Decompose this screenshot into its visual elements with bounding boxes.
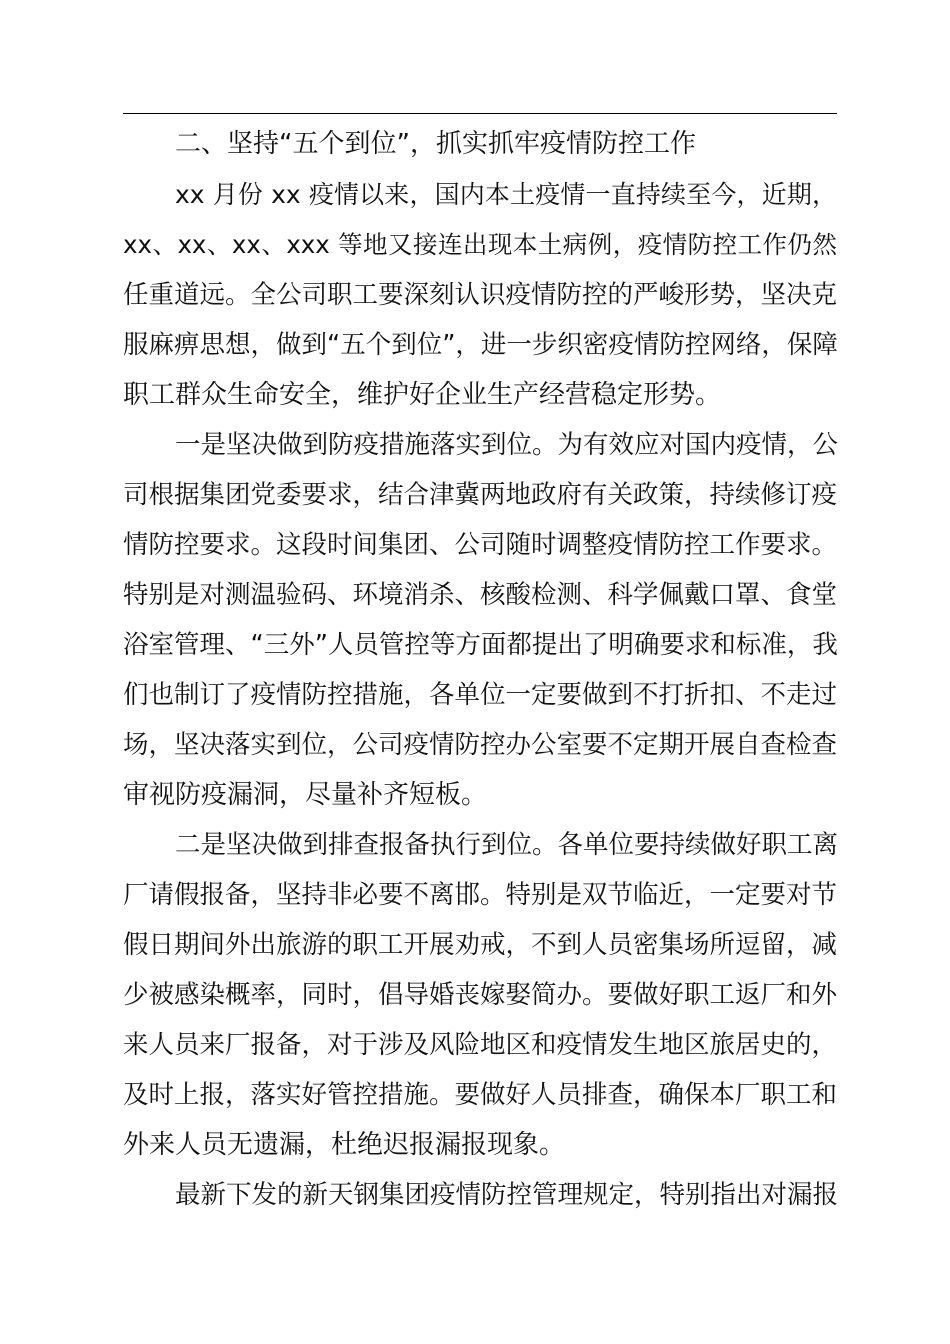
paragraph-line: 假日期间外出旅游的职工开展劝戒，不到人员密集场所逗留，减 <box>123 930 838 960</box>
paragraph-line: 一是坚决做到防疫措施落实到位。为有效应对国内疫情，公 <box>175 430 839 460</box>
paragraph-line: 审视防疫漏洞，尽量补齐短板。 <box>123 780 488 810</box>
paragraph-line: 少被感染概率，同时，倡导婚丧嫁娶简办。要做好职工返厂和外 <box>123 980 838 1010</box>
paragraph-line: 外来人员无遗漏，杜绝迟报漏报现象。 <box>123 1130 566 1160</box>
section-heading: 二、坚持“五个到位”，抓实抓牢疫情防控工作 <box>175 129 696 159</box>
paragraph-line: 场，坚决落实到位，公司疫情防控办公室要不定期开展自查检查 <box>123 730 838 760</box>
paragraph-line: 服麻痹思想，做到“五个到位”，进一步织密疫情防控网络，保障 <box>123 330 838 360</box>
paragraph-line: 二是坚决做到排查报备执行到位。各单位要持续做好职工离 <box>175 830 839 860</box>
header-rule <box>123 113 837 114</box>
paragraph-line: 及时上报，落实好管控措施。要做好人员排查，确保本厂职工和 <box>123 1080 838 1110</box>
paragraph-line: xx、xx、xx、xxx 等地又接连出现本土病例，疫情防控工作仍然 <box>123 230 837 259</box>
paragraph-line: 特别是对测温验码、环境消杀、核酸检测、科学佩戴口罩、食堂 <box>123 580 838 610</box>
paragraph-line: xx 月份 xx 疫情以来，国内本土疫情一直持续至今，近期， <box>175 180 837 209</box>
paragraph-line: 厂请假报备，坚持非必要不离邯。特别是双节临近，一定要对节 <box>123 880 838 910</box>
paragraph-line: 来人员来厂报备，对于涉及风险地区和疫情发生地区旅居史的， <box>123 1030 838 1060</box>
paragraph-line: 浴室管理、“三外”人员管控等方面都提出了明确要求和标准，我 <box>123 630 838 660</box>
paragraph-line: 情防控要求。这段时间集团、公司随时调整疫情防控工作要求。 <box>123 530 838 560</box>
paragraph-line: 职工群众生命安全，维护好企业生产经营稳定形势。 <box>123 380 722 410</box>
paragraph-line: 们也制订了疫情防控措施，各单位一定要做到不打折扣、不走过 <box>123 680 838 710</box>
paragraph-line: 司根据集团党委要求，结合津冀两地政府有关政策，持续修订疫 <box>123 480 838 510</box>
paragraph-line: 任重道远。全公司职工要深刻认识疫情防控的严峻形势，坚决克 <box>123 280 838 310</box>
paragraph-line: 最新下发的新天钢集团疫情防控管理规定，特别指出对漏报 <box>175 1180 839 1210</box>
